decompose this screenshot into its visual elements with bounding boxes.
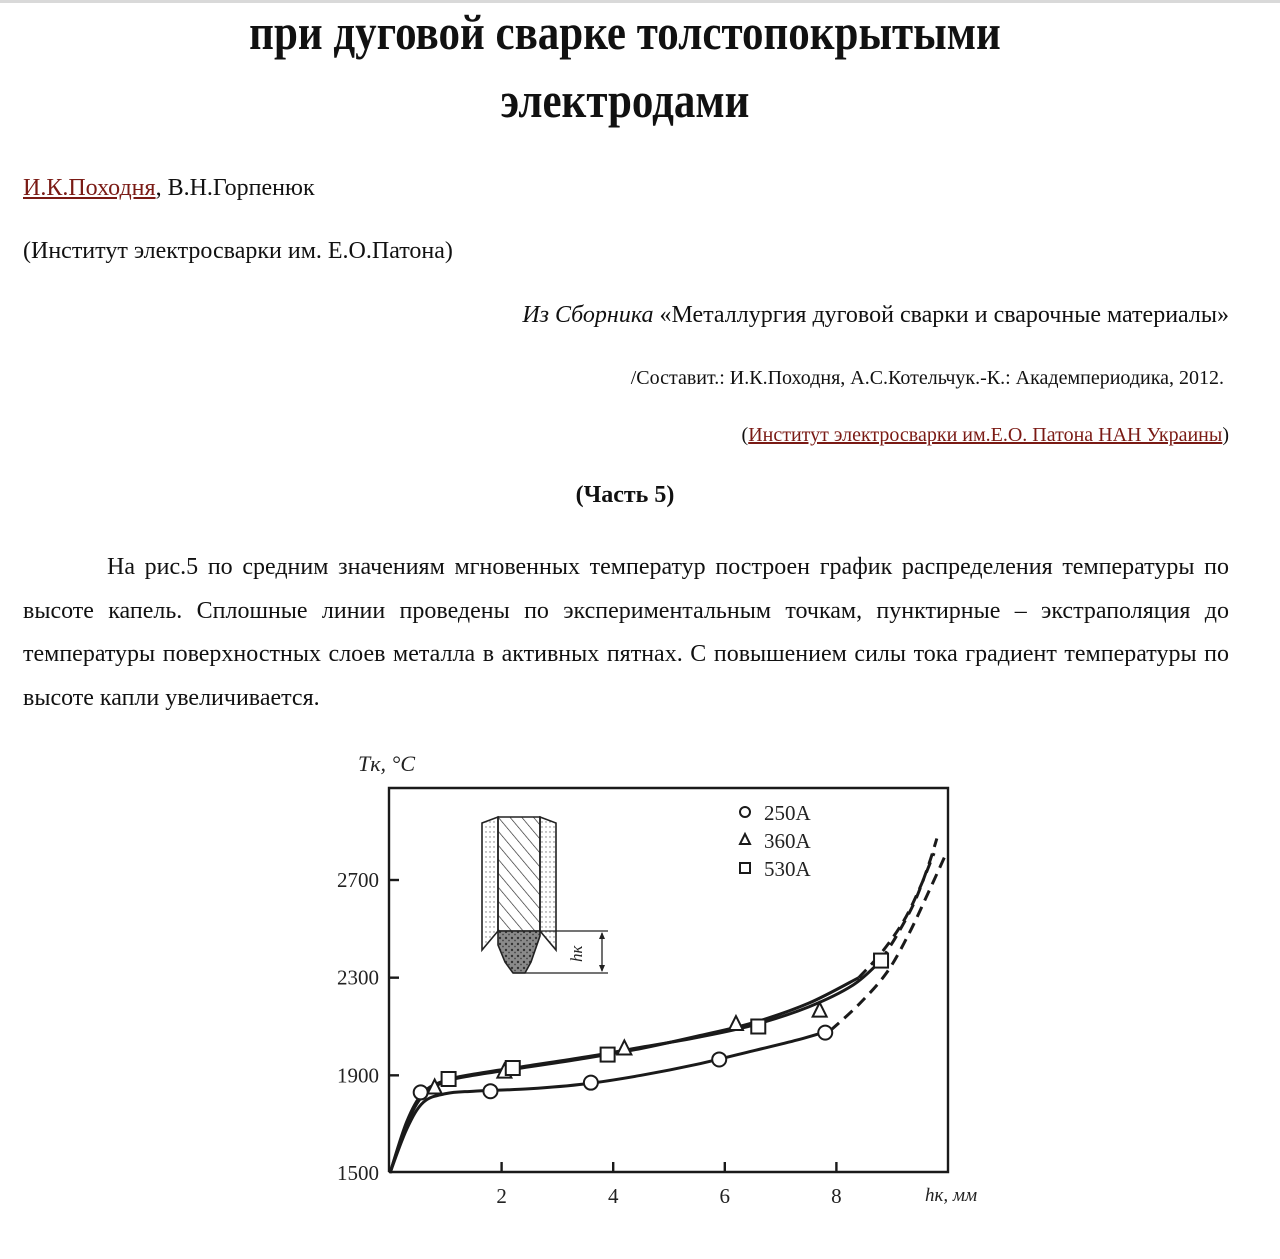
electrode-drop-diagram [482,817,608,973]
y-tick-label: 2300 [337,965,379,990]
coating-left [482,817,498,950]
part-heading: (Часть 5) [575,482,675,508]
data-point-530a [751,1020,765,1034]
plot-frame [389,788,948,1172]
y-tick-label: 2700 [337,868,379,892]
y-tick-label: 1900 [337,1063,379,1088]
x-tick-label: 8 [831,1184,842,1208]
data-point-530a [442,1072,456,1086]
article-title-line-2: электродами [500,72,750,128]
data-point-530a [506,1061,520,1075]
data-point-360a [729,1016,743,1030]
x-tick-label: 6 [719,1184,731,1208]
data-point-250a [712,1052,726,1066]
arrow-head-up [599,932,605,939]
x-axis-label: hк, мм [925,1185,978,1206]
paragraph-text: На рис.5 по средним значениям мгновенных температур построен график распределения температуры по высоте капель. Сплошные линии проведены по экспериментальным точкам, пунктирные – экстраполяция до температуры поверхностных слоев металла в активных пятнах. С повышением силы тока градиент температуры по высоте капли увеличивается. [23,554,1229,711]
curve-dashed-530a [881,838,937,960]
author-link-pokhodnya[interactable]: И.К.Походня [23,175,156,201]
legend-label: 530A [764,857,811,881]
curve-solid-530a [390,961,881,1173]
legend-marker-360a [740,834,750,844]
data-point-530a [601,1048,615,1062]
legend-label: 250A [764,801,811,825]
source-prefix: Из Сборника [522,302,654,328]
data-point-250a [584,1076,598,1090]
legend-marker-250a [740,807,750,817]
institute-link-line [742,424,1229,447]
source-collection [522,302,1229,329]
source-title: «Металлургия дуговой сварки и сварочные материалы» [653,302,1229,328]
coating-right [540,817,556,950]
molten-drop [498,931,540,973]
body-paragraph [23,546,1229,720]
data-point-360a [617,1040,631,1054]
data-point-250a [483,1084,497,1098]
y-axis-label: Tк, °C [358,751,415,776]
x-tick-label: 2 [496,1184,507,1208]
data-point-530a [874,954,888,968]
paren-close: ) [1222,424,1229,446]
x-tick-label: 4 [607,1184,619,1208]
data-point-250a [414,1085,428,1099]
y-tick-label: 1500 [337,1161,379,1185]
institute-link[interactable]: Институт электросварки им.Е.О. Патона НАН Украины [748,424,1223,446]
compilers-citation: /Составит.: И.К.Походня, А.С.Котельчук.-К.: Академпериодика, 2012. [630,367,1224,389]
article-title-line-1: при дуговой сварке толстопокрытыми [249,4,1001,60]
affiliation: (Институт электросварки им. Е.О.Патона) [23,238,453,264]
paren-open: ( [741,424,749,446]
inset-hk-label: hк [567,945,586,962]
authors [23,175,315,202]
legend-marker-530a [740,863,750,873]
data-point-250a [818,1026,832,1040]
co-author: , В.Н.Горпенюк [155,175,315,201]
electrode-core [498,817,540,931]
legend-label: 360A [764,829,811,853]
legend [740,801,812,881]
arrow-head-down [599,965,605,972]
